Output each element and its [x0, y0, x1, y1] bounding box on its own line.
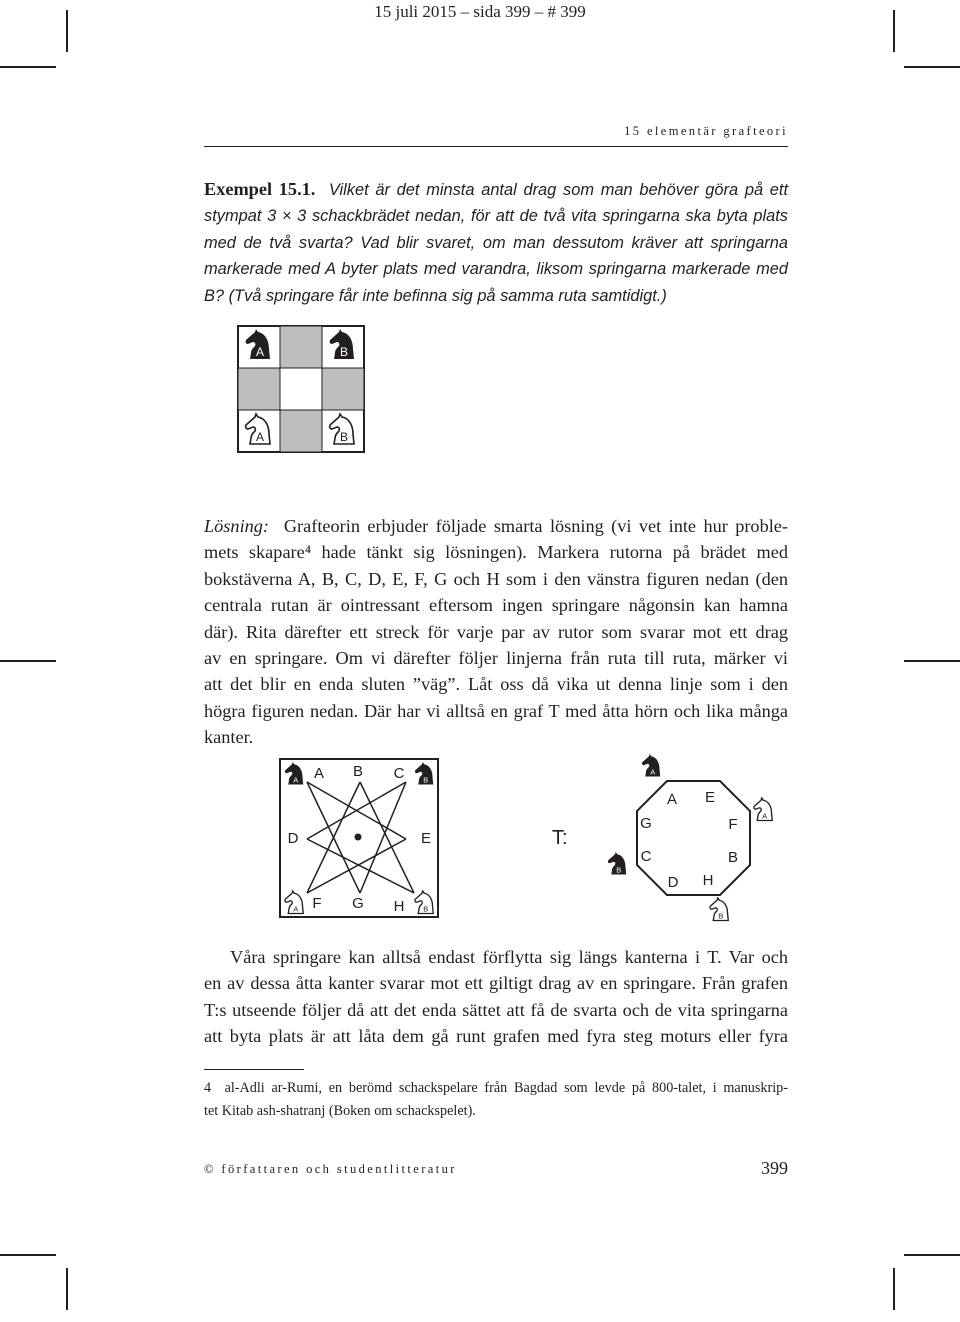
example-line: B? (Två springare får inte befinna sig på samma ruta samtidigt.): [204, 286, 667, 305]
white-knight-b: [415, 891, 433, 914]
continuation-line: en av dessa åtta kanter svarar mot ett giltigt drag av en springare. Från grafen: [204, 973, 788, 994]
header-rule: [204, 146, 788, 147]
crop-mark: [66, 1268, 68, 1310]
copyright-footer: © författaren och studentlitteratur: [204, 1162, 457, 1176]
white-knight-a: [754, 798, 772, 821]
center-dot: [355, 834, 362, 841]
crop-mark: [0, 66, 56, 68]
example-line: markerade med A byter plats med varandra, liksom springarna markerade med: [204, 260, 788, 279]
solution-line: att det blir en enda sluten ”väg”. Låt oss då vika ut denna linje som i den: [204, 674, 788, 695]
continuation-line: att byta plats är att låta dem gå runt grafen med fyra steg moturs eller fyra: [204, 1026, 788, 1047]
white-knight-b: [330, 414, 354, 444]
footnote-line: 4 al-Adli ar-Rumi, en berömd schackspelare från Bagdad som levde på 800-talet, i manuskrip-: [204, 1080, 789, 1096]
svg-text:B: B: [616, 865, 622, 875]
solution-line: Lösning: Grafteorin erbjuder följade smarta lösning (vi vet inte hur proble-: [204, 516, 788, 536]
knight-move-board-figure: [279, 758, 441, 920]
solution-line: kanter.: [204, 727, 254, 748]
vertex-b: B: [727, 849, 739, 866]
vertex-c: C: [640, 848, 652, 865]
square-label-e: E: [420, 830, 432, 847]
graph-t-octagon: [637, 781, 750, 895]
black-knight-b: [415, 762, 433, 785]
square-label-b: B: [352, 763, 364, 780]
graph-label: T:: [552, 827, 568, 849]
square-label-c: C: [393, 765, 405, 782]
svg-text:A: A: [650, 767, 656, 777]
solution-line: bokstäverna A, B, C, D, E, F, G och H som i den vänstra figuren nedan (den: [204, 568, 788, 589]
svg-text:B: B: [423, 904, 429, 914]
solution-line: centrala rutan är ointressant eftersom ingen springare någonsin kan hamna: [204, 595, 788, 616]
white-knight-a: [246, 414, 270, 444]
vertex-h: H: [702, 872, 714, 889]
white-knight-b: [710, 898, 728, 921]
svg-text:A: A: [293, 775, 299, 785]
solution-line: högra figuren nedan. Där har vi alltså en graf T med åtta hörn och lika många: [204, 700, 788, 721]
example-label: Exempel 15.1.: [204, 179, 316, 199]
example-line: Exempel 15.1. Vilket är det minsta antal drag som man behöver göra på ett: [204, 179, 789, 199]
footnote-line: tet Kitab ash-shatranj (Boken om schackspelet).: [204, 1102, 476, 1119]
square-label-g: G: [352, 895, 364, 912]
svg-text:B: B: [423, 775, 429, 785]
footnote-rule: [204, 1069, 304, 1070]
solution-block: [204, 513, 788, 751]
solution-label: Lösning:: [204, 516, 270, 536]
svg-text:B: B: [339, 345, 349, 359]
vertex-f: F: [728, 816, 738, 833]
vertex-a: A: [666, 791, 678, 808]
svg-text:A: A: [255, 430, 265, 444]
solution-line: mets skapare⁴ hade tänkt sig lösningen). Markera rutorna på brädet med: [204, 542, 788, 563]
black-knight-b: [330, 329, 354, 359]
slug-line: 15 juli 2015 – sida 399 – # 399: [374, 2, 586, 21]
white-knight-a: [285, 891, 303, 914]
black-knight-a: [285, 762, 303, 785]
running-head: 15 elementär grafteori: [624, 124, 788, 138]
graph-t-figure: [540, 752, 790, 930]
black-knight-a: [642, 754, 660, 777]
square-label-h: H: [393, 898, 405, 915]
solution-line: där). Rita därefter ett streck för varje par av rutor som svarar mot ett drag: [204, 621, 788, 642]
svg-text:B: B: [339, 430, 349, 444]
svg-text:A: A: [255, 345, 265, 359]
square-label-a: A: [313, 765, 325, 782]
crop-mark: [893, 1268, 895, 1310]
example-line: med de två svarta? Vad blir svaret, om man dessutom kräver att springarna: [204, 233, 788, 252]
svg-text:A: A: [293, 904, 299, 914]
page-number: 399: [761, 1158, 788, 1178]
continuation-line: Våra springare kan alltså endast förflytta sig längs kanterna i T. Var och: [230, 947, 788, 967]
solution-line: av en springare. Om vi därefter följer linjerna från ruta till ruta, märker vi: [204, 648, 788, 669]
crop-mark: [0, 660, 56, 662]
square-label-d: D: [287, 830, 299, 847]
vertex-d: D: [667, 874, 679, 891]
crop-mark: [0, 1254, 56, 1256]
example-line: stympat 3 × 3 schackbrädet nedan, för att de två vita springarna ska byta plats: [204, 207, 788, 226]
vertex-g: G: [640, 815, 652, 832]
crop-mark: [904, 66, 960, 68]
crop-mark: [904, 1254, 960, 1256]
chess-board-figure: [237, 325, 367, 455]
continuation-block: [204, 944, 788, 1050]
svg-text:B: B: [718, 911, 724, 921]
crop-mark: [904, 660, 960, 662]
black-knight-a: [246, 329, 270, 359]
square-label-f: F: [312, 895, 322, 912]
example-block: [204, 176, 788, 309]
continuation-line: T:s utseende följer då att det enda sättet att få de svarta och de vita springarna: [204, 999, 788, 1020]
vertex-e: E: [704, 789, 716, 806]
footnote-number: 4: [204, 1080, 212, 1096]
black-knight-b: [608, 852, 626, 875]
footnote: [204, 1077, 788, 1122]
svg-text:A: A: [762, 811, 768, 821]
